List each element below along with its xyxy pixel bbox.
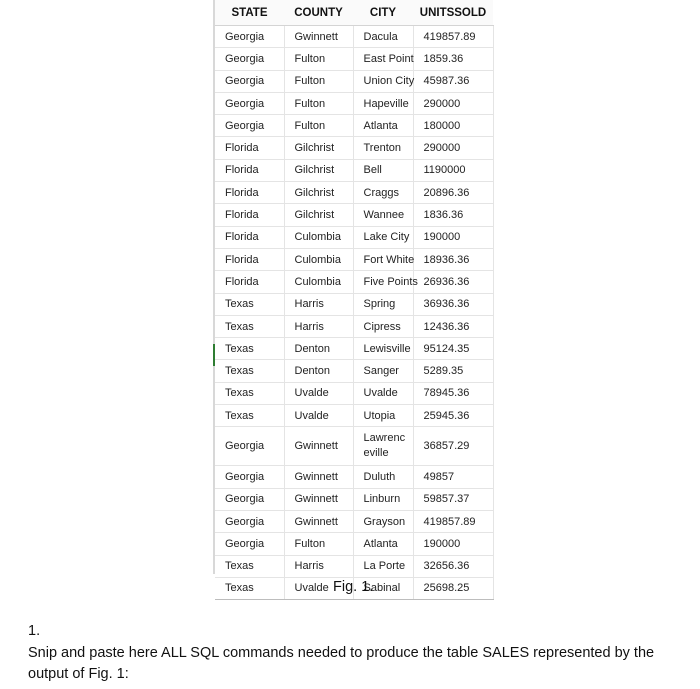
cell-unitssold: 36857.29 [413,427,493,466]
cell-city: Sanger [353,360,413,382]
table-row [215,427,493,466]
cell-unitssold: 419857.89 [413,26,493,48]
cell-state: Texas [215,338,284,360]
cell-county: Harris [284,293,353,315]
cell-city: Lake City [353,226,413,248]
cell-unitssold: 95124.35 [413,338,493,360]
cell-county: Gwinnett [284,466,353,488]
table-row [215,338,493,360]
cell-county: Gilchrist [284,137,353,159]
cell-unitssold: 290000 [413,137,493,159]
table-row [215,466,493,488]
cell-county: Culombia [284,271,353,293]
table-row [215,204,493,226]
cell-county: Culombia [284,226,353,248]
table-row [215,70,493,92]
cell-state: Texas [215,315,284,337]
cell-city: Linburn [353,488,413,510]
cell-unitssold: 18936.36 [413,248,493,270]
cell-state: Texas [215,555,284,577]
table-row [215,315,493,337]
table-row [215,510,493,532]
cell-unitssold: 26936.36 [413,271,493,293]
cell-county: Denton [284,360,353,382]
table-row [215,555,493,577]
table-body [215,26,493,600]
table-row [215,92,493,114]
cell-state: Florida [215,271,284,293]
table-row [215,248,493,270]
cell-county: Gwinnett [284,510,353,532]
cell-unitssold: 59857.37 [413,488,493,510]
cell-state: Texas [215,293,284,315]
cell-state: Georgia [215,510,284,532]
cell-unitssold: 5289.35 [413,360,493,382]
cell-state: Texas [215,382,284,404]
cell-state: Georgia [215,115,284,137]
cell-city: Wannee [353,204,413,226]
cell-state: Georgia [215,466,284,488]
cell-county: Gwinnett [284,427,353,466]
table-row [215,137,493,159]
figure-caption: Fig. 1. [333,579,374,595]
cell-state: Georgia [215,488,284,510]
cell-city: Fort White [353,248,413,270]
cell-city: Spring [353,293,413,315]
cell-city: Duluth [353,466,413,488]
sales-table [215,0,494,600]
cell-county: Gilchrist [284,204,353,226]
column-header-state: STATE [215,0,284,26]
cell-state: Georgia [215,26,284,48]
cell-unitssold: 25945.36 [413,405,493,427]
column-header-unitssold: UNITSSOLD [413,0,493,26]
cell-unitssold: 78945.36 [413,382,493,404]
table-row [215,159,493,181]
cell-city: Utopia [353,405,413,427]
cell-city: Sabinal [353,577,413,599]
table-row [215,182,493,204]
cell-state: Texas [215,577,284,599]
table-header-row [215,0,493,26]
column-header-city: CITY [353,0,413,26]
cell-state: Florida [215,248,284,270]
cell-city: Five Points [353,271,413,293]
cell-state: Florida [215,137,284,159]
cell-state: Georgia [215,533,284,555]
question-number: 1. [28,623,41,639]
cell-unitssold: 1859.36 [413,48,493,70]
cell-city: Lawrenceville [353,427,413,466]
cell-county: Fulton [284,115,353,137]
cell-unitssold: 25698.25 [413,577,493,599]
cell-state: Florida [215,204,284,226]
cell-unitssold: 20896.36 [413,182,493,204]
cell-city: Union City [353,70,413,92]
cell-city: Uvalde [353,382,413,404]
cell-state: Georgia [215,70,284,92]
cell-state: Florida [215,182,284,204]
table-row [215,226,493,248]
cell-state: Texas [215,360,284,382]
column-header-county: COUNTY [284,0,353,26]
table-row [215,26,493,48]
cell-state: Georgia [215,92,284,114]
cell-county: Harris [284,555,353,577]
cell-city: Cipress [353,315,413,337]
cell-city: East Point [353,48,413,70]
table-row [215,533,493,555]
cell-city: Atlanta [353,115,413,137]
cell-county: Uvalde [284,577,353,599]
cell-unitssold: 32656.36 [413,555,493,577]
table-row [215,48,493,70]
table-row [215,271,493,293]
cell-city: Atlanta [353,533,413,555]
cell-county: Denton [284,338,353,360]
cell-county: Fulton [284,70,353,92]
cell-county: Gwinnett [284,26,353,48]
cell-county: Uvalde [284,405,353,427]
cell-unitssold: 45987.36 [413,70,493,92]
cell-county: Uvalde [284,382,353,404]
cell-unitssold: 1190000 [413,159,493,181]
cell-city: Craggs [353,182,413,204]
cell-unitssold: 36936.36 [413,293,493,315]
cell-city: Lewisville [353,338,413,360]
cell-state: Florida [215,159,284,181]
cell-unitssold: 180000 [413,115,493,137]
cell-county: Gilchrist [284,182,353,204]
cell-state: Florida [215,226,284,248]
table-row [215,360,493,382]
cell-unitssold: 49857 [413,466,493,488]
cell-state: Texas [215,405,284,427]
cell-unitssold: 1836.36 [413,204,493,226]
cell-county: Fulton [284,92,353,114]
cell-state: Georgia [215,427,284,466]
cell-city: Grayson [353,510,413,532]
cell-city: Hapeville [353,92,413,114]
cell-county: Culombia [284,248,353,270]
table-row [215,382,493,404]
cell-city: Dacula [353,26,413,48]
table-row [215,405,493,427]
cell-state: Georgia [215,48,284,70]
table-row [215,293,493,315]
cell-unitssold: 190000 [413,226,493,248]
cell-unitssold: 290000 [413,92,493,114]
cell-city: Trenton [353,137,413,159]
cell-unitssold: 419857.89 [413,510,493,532]
table-row [215,488,493,510]
cell-county: Harris [284,315,353,337]
question-text: Snip and paste here ALL SQL commands needed to produce the table SALES represented by the output of Fig. 1: [28,645,655,682]
cell-county: Gwinnett [284,488,353,510]
cell-county: Fulton [284,533,353,555]
cell-unitssold: 190000 [413,533,493,555]
cell-unitssold: 12436.36 [413,315,493,337]
cell-county: Gilchrist [284,159,353,181]
sales-table-container [215,0,493,600]
cell-city: La Porte [353,555,413,577]
table-row [215,115,493,137]
cell-city: Bell [353,159,413,181]
cell-county: Fulton [284,48,353,70]
